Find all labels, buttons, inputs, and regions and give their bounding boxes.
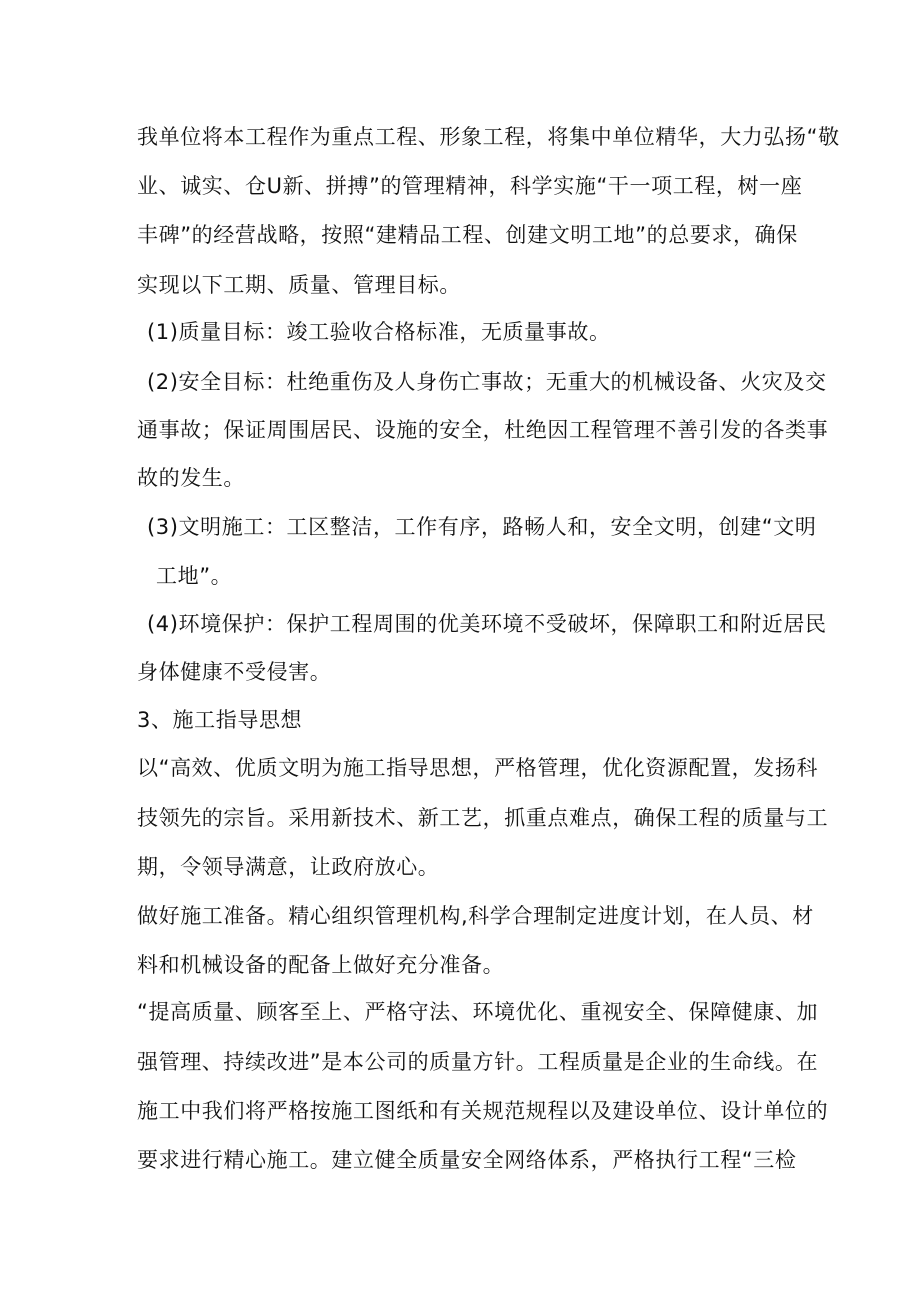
text-line: 业、诚实、仓U新、拼搏”的管理精神，科学实施“干一项工程，树一座 [137,174,803,198]
text-line: 强管理、持续改进”是本公司的质量方针。工程质量是企业的生命线。在 [137,1050,819,1074]
text-line: 我单位将本工程作为重点工程、形象工程，将集中单位精华，大力弘扬“敬 [137,125,840,149]
text-line: 故的发生。 [137,466,245,490]
text-line: (4)环境保护：保护工程周围的优美环境不受破坏，保障职工和附近居民 [147,612,827,636]
text-line: (2)安全目标：杜绝重伤及人身伤亡事故；无重大的机械设备、火灾及交 [147,370,827,394]
text-line: 期，令领导满意，让政府放心。 [137,855,440,879]
text-line: 工地”。 [156,564,233,588]
text-line: “提高质量、顾客至上、严格守法、环境优化、重视安全、保障健康、加 [137,1000,819,1024]
text-line: 料和机械设备的配备上做好充分准备。 [137,953,505,977]
text-line: 身体健康不受侵害。 [137,660,332,684]
text-line: (1)质量目标：竣工验收合格标准，无质量事故。 [147,320,611,344]
text-line: 通事故；保证周围居民、设施的安全，杜绝因工程管理不善引发的各类事 [137,418,829,442]
text-line: 技领先的宗旨。采用新技术、新工艺，抓重点难点，确保工程的质量与工 [137,806,829,830]
text-line: 做好施工准备。精心组织管理机构,科学合理制定进度计划，在人员、材 [137,904,814,928]
text-line: 实现以下工期、质量、管理目标。 [137,273,461,297]
text-line: (3)文明施工：工区整洁，工作有序，路畅人和，安全文明，创建“文明 [147,515,817,539]
section-heading: 3、施工指导思想 [137,708,303,732]
text-line: 要求进行精心施工。建立健全质量安全网络体系，严格执行工程“三检 [137,1148,797,1172]
text-line: 丰碑”的经营战略，按照“建精品工程、创建文明工地”的总要求，确保 [137,223,798,247]
text-line: 施工中我们将严格按施工图纸和有关规范规程以及建设单位、设计单位的 [137,1099,829,1123]
text-line: 以“高效、优质文明为施工指导思想，严格管理，优化资源配置，发扬科 [137,756,819,780]
